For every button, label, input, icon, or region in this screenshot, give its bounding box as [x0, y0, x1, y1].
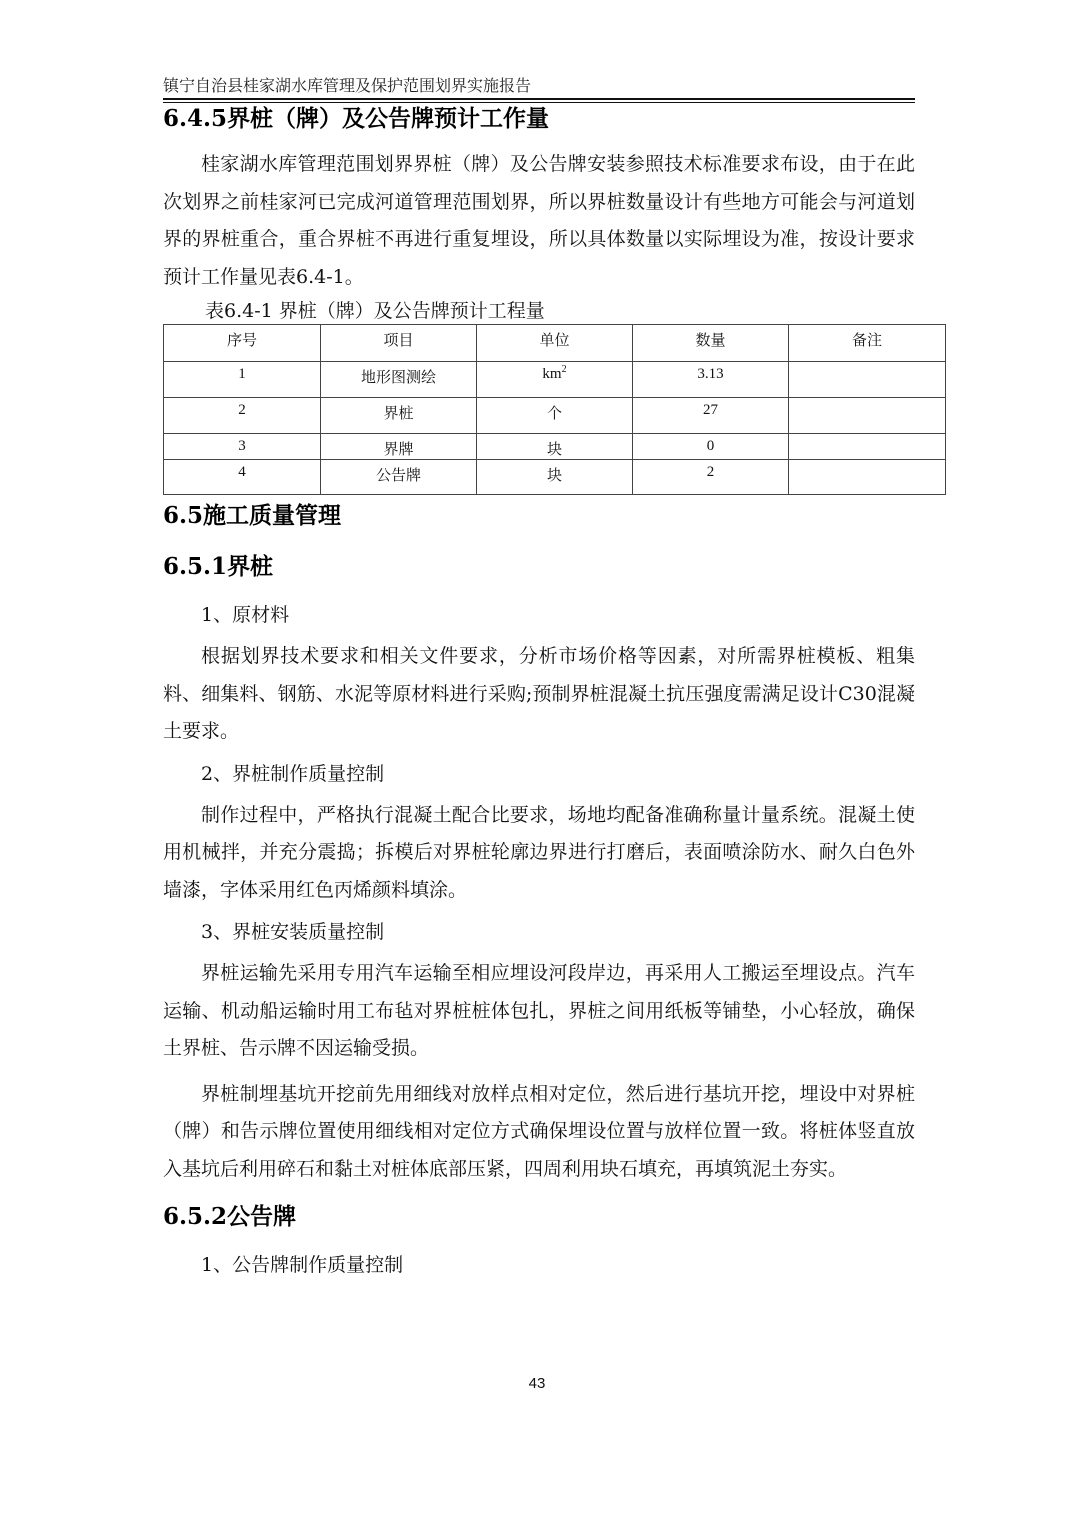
cell-no: 4: [164, 460, 321, 495]
table-row: [164, 362, 946, 398]
unit-superscript: 2: [561, 364, 567, 375]
header-cell-note: 备注: [789, 325, 946, 362]
heading-6-5-1: 6.5.1界桩: [163, 553, 274, 580]
header-cell-item: 项目: [321, 325, 477, 362]
header-cell-unit: 单位: [477, 325, 633, 362]
paragraph-raw-materials: 根据划界技术要求和相关文件要求，分析市场价格等因素，对所需界桩模板、粗集料、细集料、钢筋、水泥等原材料进行采购;预制界桩混凝土抗压强度需满足设计C30混凝土要求。: [163, 645, 915, 742]
cell-qty: 2: [633, 460, 789, 495]
table-header-row: [164, 325, 946, 362]
cell-unit: 块: [477, 434, 633, 460]
cell-note: [789, 434, 946, 460]
cell-item: 界桩: [321, 398, 477, 434]
cell-qty: 3.13: [633, 362, 789, 398]
cell-no: 1: [164, 362, 321, 398]
cell-item: 公告牌: [321, 460, 477, 495]
table-row: [164, 460, 946, 495]
cell-unit: [477, 362, 633, 398]
table-row: [164, 398, 946, 434]
paragraph-transport: 界桩运输先采用专用汽车运输至相应埋设河段岸边，再采用人工搬运至埋设点。汽车运输、机动船运输时用工布毡对界桩桩体包扎，界桩之间用纸板等铺垫，小心轻放，确保土界桩、告示牌不因运输受损。: [163, 962, 915, 1059]
list-item-raw-materials: 1、原材料: [201, 604, 290, 626]
quantity-table: [163, 324, 946, 495]
heading-6-5-2: 6.5.2公告牌: [163, 1203, 297, 1230]
list-item-notice-board: 1、公告牌制作质量控制: [201, 1254, 404, 1276]
cell-no: 2: [164, 398, 321, 434]
cell-qty: 0: [633, 434, 789, 460]
cell-item: 界牌: [321, 434, 477, 460]
cell-note: [789, 398, 946, 434]
page-content: [163, 100, 915, 1284]
cell-unit: 个: [477, 398, 633, 434]
page-number: 43: [528, 1375, 546, 1392]
header-cell-no: 序号: [164, 325, 321, 362]
cell-note: [789, 460, 946, 495]
list-item-installation: 3、界桩安装质量控制: [201, 921, 385, 943]
heading-6-5: 6.5施工质量管理: [163, 502, 342, 529]
table-caption: 表6.4-1 界桩（牌）及公告牌预计工程量: [205, 300, 545, 322]
paragraph-6-4-5: 桂家湖水库管理范围划界界桩（牌）及公告牌安装参照技术标准要求布设，由于在此次划界之前桂家河已完成河道管理范围划界，所以界桩数量设计有些地方可能会与河道划界的界桩重合，重合界桩不再进行重复埋设，所以具体数量以实际埋设为准，按设计要求预计工作量见表6.4-1。: [163, 153, 915, 288]
cell-qty: 27: [633, 398, 789, 434]
unit-text: km: [542, 366, 562, 382]
header-cell-qty: 数量: [633, 325, 789, 362]
paragraph-burial: 界桩制埋基坑开挖前先用细线对放样点相对定位，然后进行基坑开挖，埋设中对界桩（牌）和告示牌位置使用细线相对定位方式确保埋设位置与放样位置一致。将桩体竖直放入基坑后利用碎石和黏土对桩体底部压紧，四周利用块石填充，再填筑泥土夯实。: [163, 1082, 915, 1180]
cell-item: 地形图测绘: [321, 362, 477, 398]
table-row: [164, 434, 946, 460]
cell-unit: 块: [477, 460, 633, 495]
heading-6-4-5: 6.4.5界桩（牌）及公告牌预计工作量: [163, 105, 550, 132]
running-header: 镇宁自治县桂家湖水库管理及保护范围划界实施报告: [163, 76, 532, 95]
cell-note: [789, 362, 946, 398]
cell-no: 3: [164, 434, 321, 460]
paragraph-fabrication: 制作过程中，严格执行混凝土配合比要求，场地均配备准确称量计量系统。混凝土使用机械拌，并充分震捣；拆模后对界桩轮廓边界进行打磨后，表面喷涂防水、耐久白色外墙漆，字体采用红色丙烯颜料填涂。: [163, 803, 915, 901]
list-item-fabrication: 2、界桩制作质量控制: [201, 762, 385, 785]
